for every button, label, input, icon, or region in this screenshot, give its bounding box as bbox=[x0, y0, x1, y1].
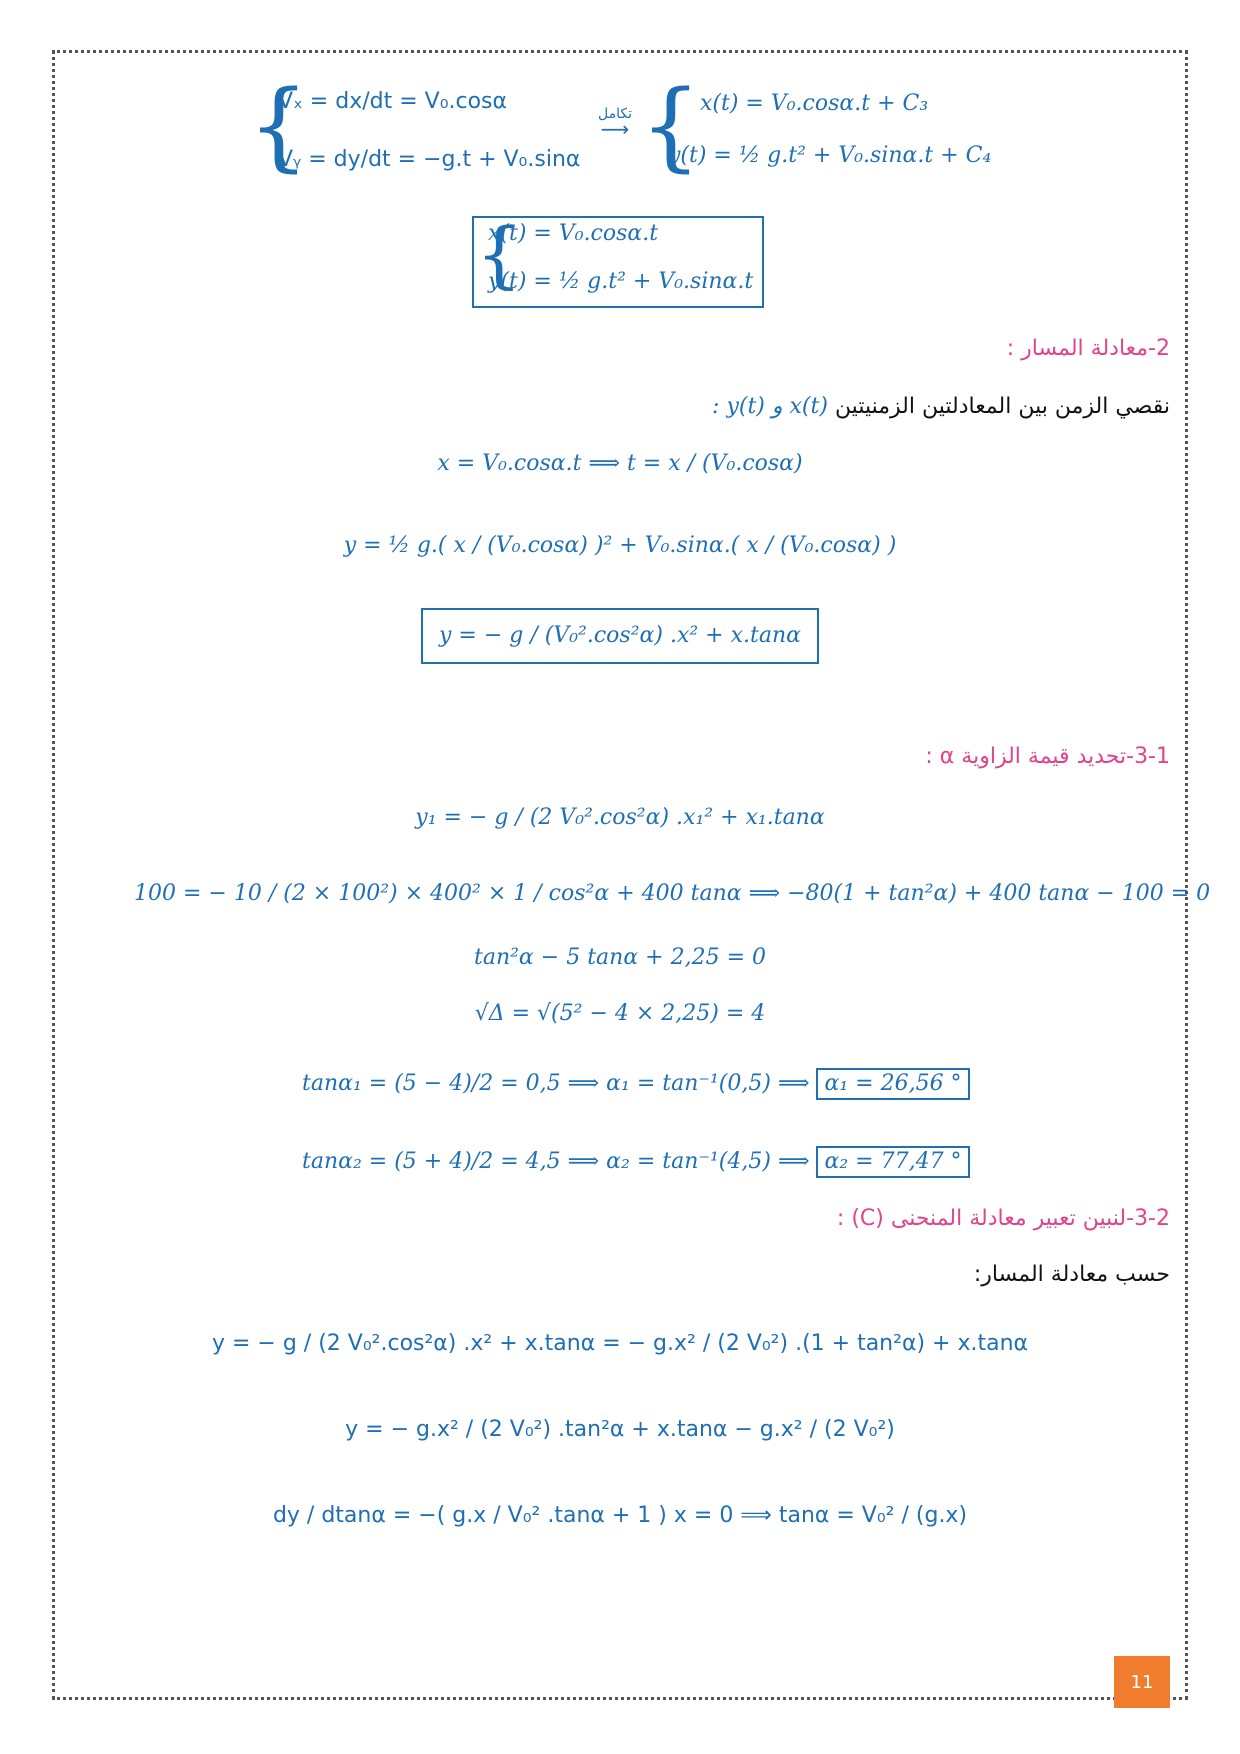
eq-vx: Vₓ = dx/dt = V₀.cosα bbox=[278, 89, 508, 114]
eq-tan2 bbox=[302, 1146, 970, 1178]
eq-curve-1: y = − g / (2 V₀².cos²α) .x² + x.tanα = − g.x² / (2 V₀²) .(1 + tan²α) + x.tanα bbox=[211, 1331, 1029, 1356]
eq-trajectory-wrapper bbox=[0, 608, 1240, 664]
eq-tan1-text: tanα₁ = (5 − 4)/2 = 0,5 ⟹ α₁ = tan⁻¹(0,5) ⟹ bbox=[302, 1071, 810, 1096]
section2-title: 2-معادلة المسار : bbox=[1006, 336, 1170, 361]
eq-tan2-text: tanα₂ = (5 + 4)/2 = 4,5 ⟹ α₂ = tan⁻¹(4,5) ⟹ bbox=[302, 1149, 810, 1174]
eq-x-general: x(t) = V₀.cosα.t + C₃ bbox=[700, 91, 929, 116]
integration-label: تكامل bbox=[598, 106, 632, 122]
eq-y-substituted: y = ½ g.( x / (V₀.cosα) )² + V₀.sinα.( x / (V₀.cosα) ) bbox=[343, 533, 897, 558]
result-alpha2: α₂ = 77,47 ° bbox=[816, 1146, 969, 1178]
left-brace: { bbox=[248, 70, 310, 182]
right-brace: { bbox=[640, 70, 702, 182]
eq-x-boxed: x(t) = V₀.cosα.t bbox=[488, 221, 659, 246]
eq-t: x = V₀.cosα.t ⟹ t = x / (V₀.cosα) bbox=[437, 451, 803, 476]
eq-vy: Vᵧ = dy/dt = −g.t + V₀.sinα bbox=[278, 147, 581, 172]
section32-title: 3-2-لنبين تعبير معادلة المنحنى (C) : bbox=[836, 1206, 1170, 1231]
eq-y-general: y(t) = ½ g.t² + V₀.sinα.t + C₄ bbox=[668, 143, 992, 168]
eq-curve-2: y = − g.x² / (2 V₀²) .tan²α + x.tanα − g.x² / (2 V₀²) bbox=[345, 1417, 895, 1442]
box-brace: { bbox=[476, 212, 522, 296]
eq-delta: √Δ = √(5² − 4 × 2,25) = 4 bbox=[474, 1001, 766, 1026]
section2-vars: x(t) و y(t) : bbox=[712, 394, 828, 419]
eq-numeric: 100 = − 10 / (2 × 100²) × 400² × 1 / cos²α + 400 tanα ⟹ −80(1 + tan²α) + 400 tanα − 100 = 0 bbox=[134, 881, 1211, 906]
eq-y-boxed: y(t) = ½ g.t² + V₀.sinα.t bbox=[488, 269, 754, 294]
eq-tan1 bbox=[302, 1068, 970, 1100]
eq-y1: y₁ = − g / (2 V₀².cos²α) .x₁² + x₁.tanα bbox=[415, 805, 825, 830]
section2-text bbox=[712, 394, 1170, 419]
section32-text: حسب معادلة المسار: bbox=[973, 1262, 1170, 1287]
position-box bbox=[472, 212, 764, 308]
eq-curve-3: dy / dtanα = −( g.x / V₀² .tanα + 1 ) x = 0 ⟹ tanα = V₀² / (g.x) bbox=[272, 1503, 968, 1528]
page-number: 11 bbox=[1114, 1656, 1170, 1708]
integration-arrow: تكامل ⟶ bbox=[560, 106, 670, 136]
section31-title: 3-1-تحديد قيمة الزاوية α : bbox=[925, 744, 1170, 769]
section2-sentence: نقصي الزمن بين المعادلتين الزمنيتين bbox=[834, 394, 1170, 419]
eq-trajectory: y = − g / (V₀².cos²α) .x² + x.tanα bbox=[421, 608, 819, 664]
eq-quadratic: tan²α − 5 tanα + 2,25 = 0 bbox=[473, 945, 766, 970]
result-alpha1: α₁ = 26,56 ° bbox=[816, 1068, 969, 1100]
